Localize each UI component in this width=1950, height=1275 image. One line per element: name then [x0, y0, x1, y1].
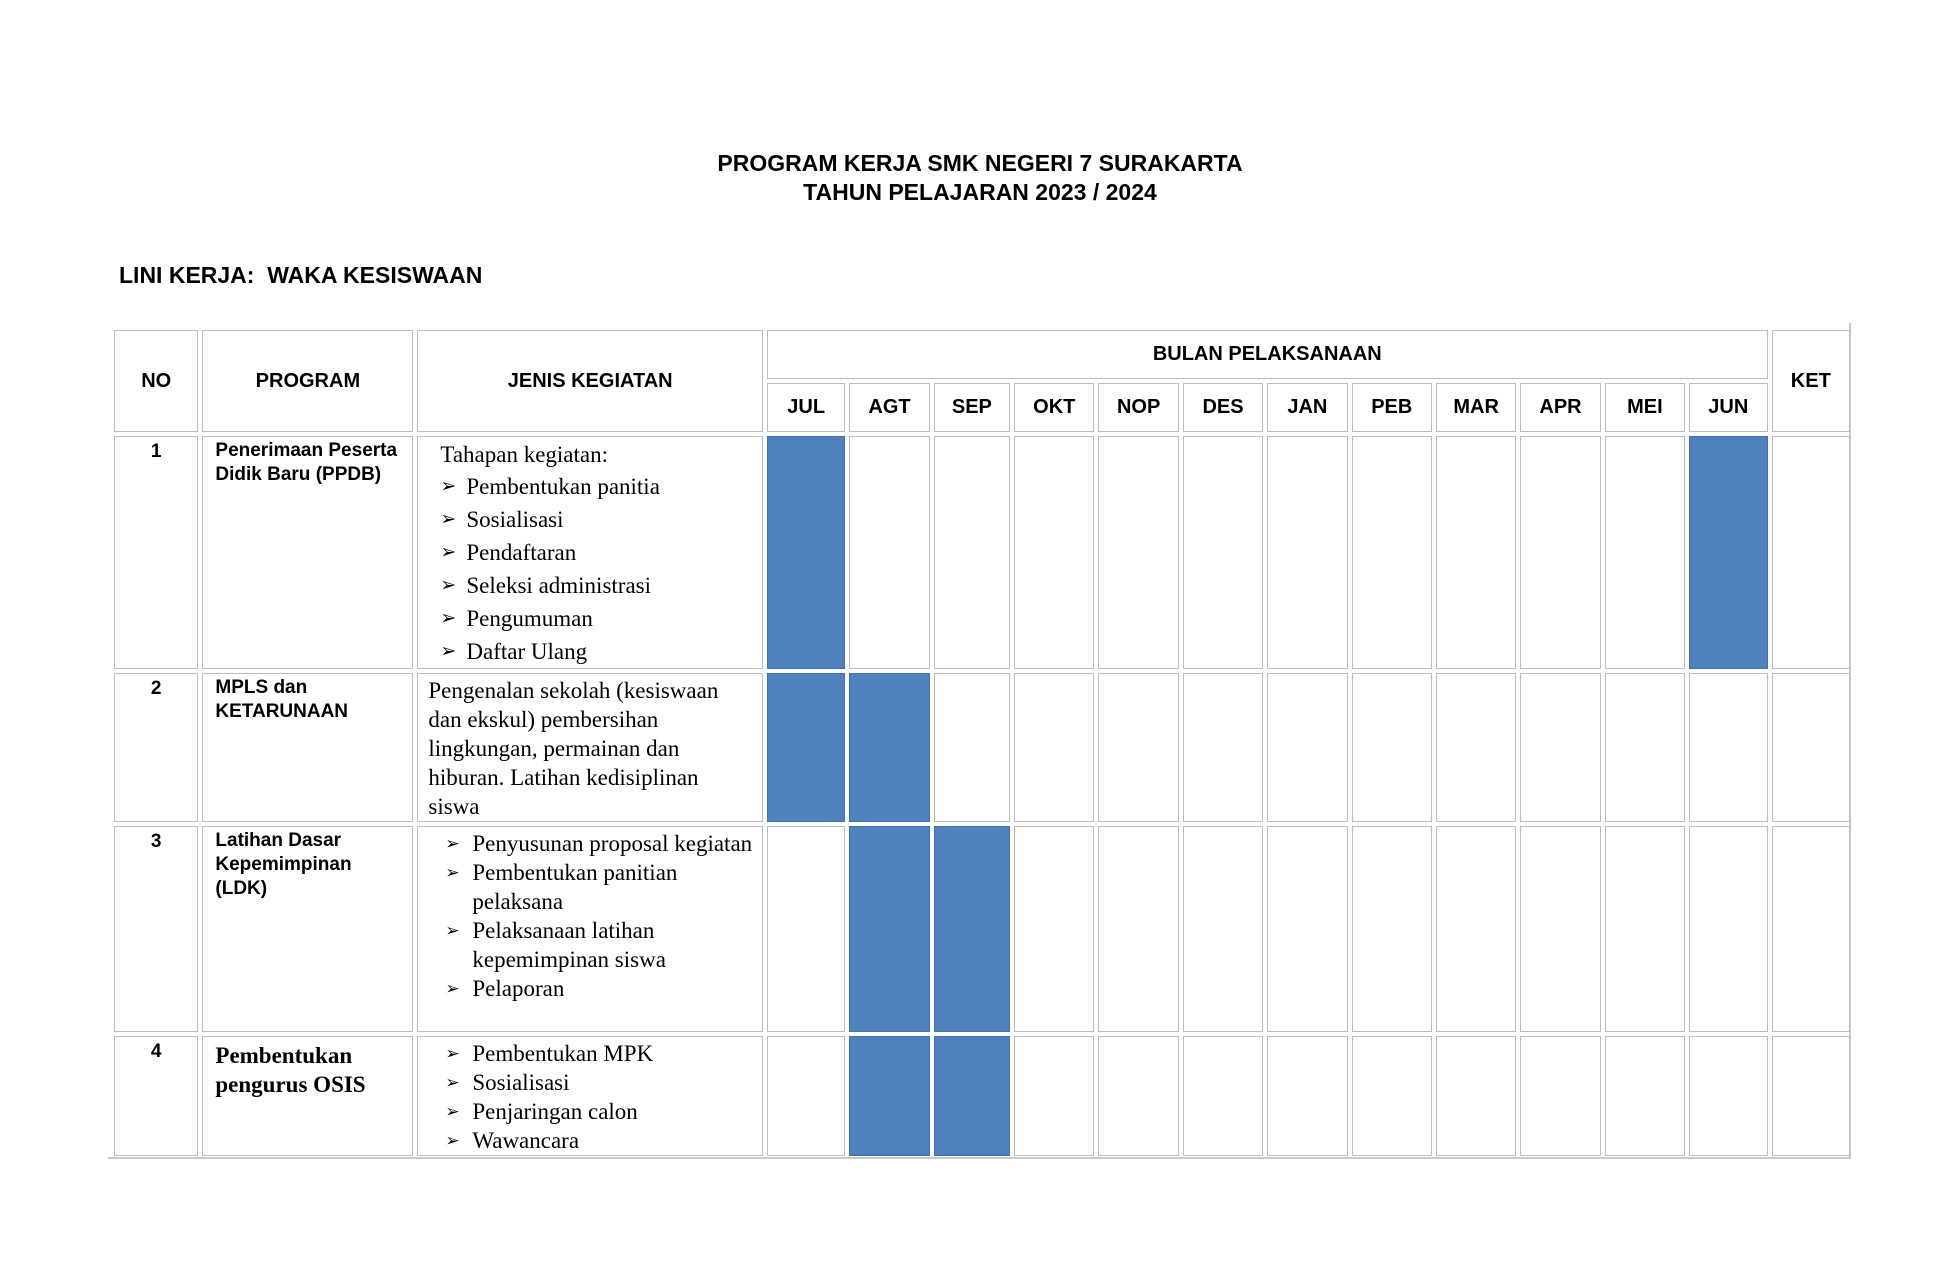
month-cell-mei	[1605, 436, 1685, 669]
list-item: ➢ Pembentukan panitian pelaksana	[418, 858, 762, 916]
month-cell-agt-active	[849, 1036, 929, 1156]
table-row	[114, 436, 1850, 669]
month-cell-jan	[1267, 1036, 1347, 1156]
jenis-kegiatan	[417, 826, 763, 1032]
month-cell-jan	[1267, 826, 1347, 1032]
month-cell-agt-active	[849, 673, 929, 822]
ket-cell	[1772, 826, 1850, 1032]
row-number: 1	[114, 436, 198, 669]
table-row	[114, 826, 1850, 1032]
ket-cell	[1772, 673, 1850, 822]
month-cell-sep	[934, 673, 1010, 822]
month-cell-des	[1183, 826, 1263, 1032]
month-cell-jul	[767, 826, 845, 1032]
month-cell-mar	[1436, 826, 1516, 1032]
month-cell-jan	[1267, 436, 1347, 669]
header-month-okt: OKT	[1014, 383, 1094, 432]
jenis-kegiatan	[417, 1036, 763, 1156]
list-item: ➢ Sosialisasi	[418, 1068, 762, 1097]
header-month-sep: SEP	[934, 383, 1010, 432]
kegiatan-list	[418, 1039, 762, 1155]
month-cell-peb	[1352, 826, 1432, 1032]
program-name: MPLS dan KETARUNAAN	[202, 673, 413, 822]
month-cell-mar	[1436, 436, 1516, 669]
header-month-peb: PEB	[1352, 383, 1432, 432]
kegiatan-description: Pengenalan sekolah (kesiswaan dan ekskul) pembersihan lingkungan, permainan dan hiburan. Latihan kedisiplinan siswa	[428, 678, 719, 819]
header-bulan-pelaksanaan: BULAN PELAKSANAAN	[767, 330, 1768, 379]
month-cell-jul	[767, 1036, 845, 1156]
month-cell-mar	[1436, 673, 1516, 822]
list-item: ➢ Pendaftaran	[418, 536, 762, 569]
kegiatan-intro: Tahapan kegiatan:	[440, 442, 608, 467]
program-name: Pembentukan pengurus OSIS	[202, 1036, 413, 1156]
header-month-apr: APR	[1520, 383, 1600, 432]
program-name: Penerimaan Peserta Didik Baru (PPDB)	[202, 436, 413, 669]
list-item: ➢ Pembentukan MPK	[418, 1039, 762, 1068]
list-item: ➢ Daftar Ulang	[418, 635, 762, 668]
program-table	[110, 326, 1854, 1160]
month-cell-peb	[1352, 1036, 1432, 1156]
month-cell-jun-active	[1689, 436, 1768, 669]
month-cell-okt	[1014, 826, 1094, 1032]
header-month-des: DES	[1183, 383, 1263, 432]
month-cell-sep	[934, 436, 1010, 669]
list-item: ➢ Pengumuman	[418, 602, 762, 635]
month-cell-des	[1183, 436, 1263, 669]
jenis-kegiatan	[417, 436, 763, 669]
month-cell-jun	[1689, 673, 1768, 822]
header-month-nop: NOP	[1098, 383, 1178, 432]
month-cell-nop	[1098, 826, 1178, 1032]
month-cell-nop	[1098, 436, 1178, 669]
list-item: ➢ Penjaringan calon	[418, 1097, 762, 1126]
month-cell-apr	[1520, 436, 1600, 669]
month-cell-okt	[1014, 1036, 1094, 1156]
month-cell-agt-active	[849, 826, 929, 1032]
month-cell-mei	[1605, 826, 1685, 1032]
lini-kerja-value: WAKA KESISWAAN	[267, 262, 483, 288]
lini-kerja-label: LINI KERJA:	[119, 262, 255, 288]
ket-cell	[1772, 1036, 1850, 1156]
row-number: 4	[114, 1036, 198, 1156]
month-cell-des	[1183, 1036, 1263, 1156]
month-cell-jul-active	[767, 436, 845, 669]
month-cell-des	[1183, 673, 1263, 822]
month-cell-jul-active	[767, 673, 845, 822]
row-number: 3	[114, 826, 198, 1032]
list-item: ➢ Pelaporan	[418, 974, 762, 1003]
lini-kerja	[119, 262, 482, 289]
month-cell-sep-active	[934, 826, 1010, 1032]
list-item: ➢ Sosialisasi	[418, 503, 762, 536]
jenis-kegiatan	[417, 673, 763, 822]
header-month-mei: MEI	[1605, 383, 1685, 432]
program-name: Latihan Dasar Kepemimpinan (LDK)	[202, 826, 413, 1032]
list-item: ➢ Penyusunan proposal kegiatan	[418, 829, 762, 858]
header-month-jun: JUN	[1689, 383, 1768, 432]
header-ket: KET	[1772, 330, 1850, 432]
list-item: ➢ Seleksi administrasi	[418, 569, 762, 602]
month-cell-sep-active	[934, 1036, 1010, 1156]
header-program: PROGRAM	[202, 330, 413, 432]
header-month-jan: JAN	[1267, 383, 1347, 432]
header-month-jul: JUL	[767, 383, 845, 432]
kegiatan-list	[418, 470, 762, 668]
month-cell-nop	[1098, 1036, 1178, 1156]
row-number: 2	[114, 673, 198, 822]
month-cell-jun	[1689, 1036, 1768, 1156]
month-cell-apr	[1520, 1036, 1600, 1156]
month-cell-apr	[1520, 826, 1600, 1032]
month-cell-apr	[1520, 673, 1600, 822]
month-cell-jun	[1689, 826, 1768, 1032]
month-cell-okt	[1014, 436, 1094, 669]
document-title: PROGRAM KERJA SMK NEGERI 7 SURAKARTA	[717, 150, 1243, 176]
month-cell-mar	[1436, 1036, 1516, 1156]
list-item: ➢ Pembentukan panitia	[418, 470, 762, 503]
month-cell-peb	[1352, 673, 1432, 822]
header-month-agt: AGT	[849, 383, 929, 432]
month-cell-nop	[1098, 673, 1178, 822]
header-no: NO	[114, 330, 198, 432]
month-cell-jan	[1267, 673, 1347, 822]
header-month-mar: MAR	[1436, 383, 1516, 432]
header-jenis-kegiatan: JENIS KEGIATAN	[417, 330, 763, 432]
month-cell-okt	[1014, 673, 1094, 822]
month-cell-agt	[849, 436, 929, 669]
table-row	[114, 673, 1850, 822]
month-cell-mei	[1605, 673, 1685, 822]
month-cell-peb	[1352, 436, 1432, 669]
table-row	[114, 1036, 1850, 1156]
document-subtitle: TAHUN PELAJARAN 2023 / 2024	[803, 179, 1157, 205]
month-cell-mei	[1605, 1036, 1685, 1156]
ket-cell	[1772, 436, 1850, 669]
list-item: ➢ Pelaksanaan latihan kepemimpinan siswa	[418, 916, 762, 974]
kegiatan-list	[418, 829, 762, 1003]
list-item: ➢ Wawancara	[418, 1126, 762, 1155]
